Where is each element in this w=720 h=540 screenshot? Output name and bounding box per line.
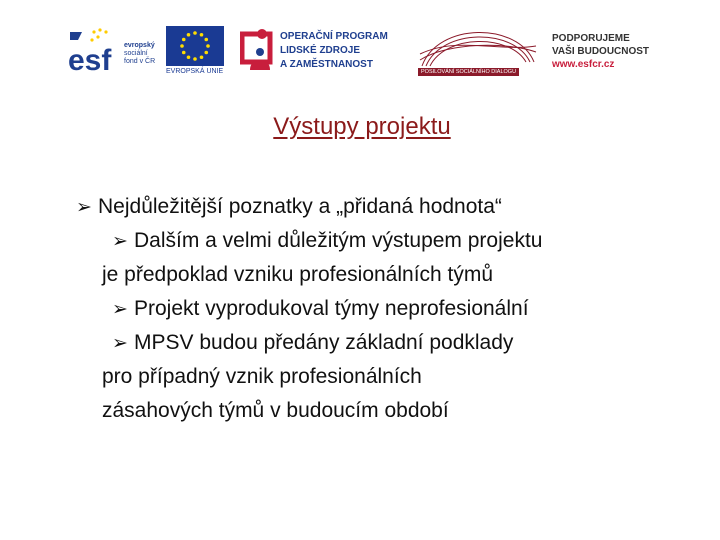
oplz-line3: A ZAMĚSTNANOST: [280, 59, 373, 70]
esf-line2: sociální: [124, 50, 148, 57]
eu-star: [182, 51, 186, 55]
arrow-bullet-icon: ➢: [112, 299, 128, 320]
sub-bullet-3-line-1: MPSV budou předány základní podklady: [134, 331, 514, 354]
support-line1: PODPORUJEME: [552, 33, 630, 44]
slide-title: Výstupy projektu: [273, 113, 451, 140]
eu-star: [204, 38, 208, 42]
sub-bullet-2: [112, 292, 529, 327]
eu-star: [193, 31, 197, 35]
esf-line3: fond v ČR: [124, 58, 156, 65]
eu-logo: [166, 26, 224, 78]
support-logo: [548, 28, 688, 78]
esf-mark: esf: [68, 44, 112, 77]
oplz-logo: [240, 26, 410, 78]
oplz-figure-icon: [240, 26, 276, 76]
eu-star: [204, 51, 208, 55]
social-dialogue-logo: [418, 22, 538, 78]
arrow-bullet-icon: ➢: [112, 333, 128, 354]
sub-bullet-1-line-1: Dalším a velmi důležitým výstupem projektu: [134, 229, 543, 252]
arrow-bullet-icon: ➢: [112, 231, 128, 252]
esf-line1: evropský: [124, 42, 155, 49]
support-line2: VAŠI BUDOUCNOST: [552, 46, 650, 57]
logo-bar: [0, 0, 720, 90]
eu-star: [193, 57, 197, 61]
sub-bullet-1: [112, 224, 542, 259]
eu-caption: EVROPSKÁ UNIE: [166, 68, 224, 75]
eu-star: [200, 55, 204, 59]
sub-bullet-3-cont-2: zásahových týmů v budoucím období: [102, 399, 449, 422]
eu-star: [180, 44, 184, 48]
oplz-line2: LIDSKÉ ZDROJE: [280, 45, 361, 56]
sub-bullet-3-cont-1: pro případný vznik profesionálních: [102, 365, 422, 388]
main-bullet-text: Nejdůležitější poznatky a „přidaná hodnota“: [98, 195, 502, 218]
eu-star: [200, 33, 204, 37]
eu-star: [187, 33, 191, 37]
sub-bullet-1-cont: je předpoklad vzniku profesionálních týmů: [102, 263, 494, 286]
oplz-line1: OPERAČNÍ PROGRAM: [280, 31, 388, 42]
support-url: www.esfcr.cz: [552, 59, 615, 70]
esf-logo: [66, 26, 160, 78]
sub-bullet-3: [112, 326, 513, 361]
dialog-caption: POSILOVÁNÍ SOCIÁLNÍHO DIALOGU: [418, 68, 519, 76]
eu-star: [187, 55, 191, 59]
arrow-bullet-icon: ➢: [76, 197, 92, 218]
eu-star: [206, 44, 210, 48]
main-bullet: [76, 190, 502, 225]
arc-lines-icon: [418, 22, 538, 70]
sub-bullet-2-text: Projekt vyprodukoval týmy neprofesionální: [134, 297, 529, 320]
eu-star: [182, 38, 186, 42]
eu-flag-icon: [166, 26, 224, 66]
